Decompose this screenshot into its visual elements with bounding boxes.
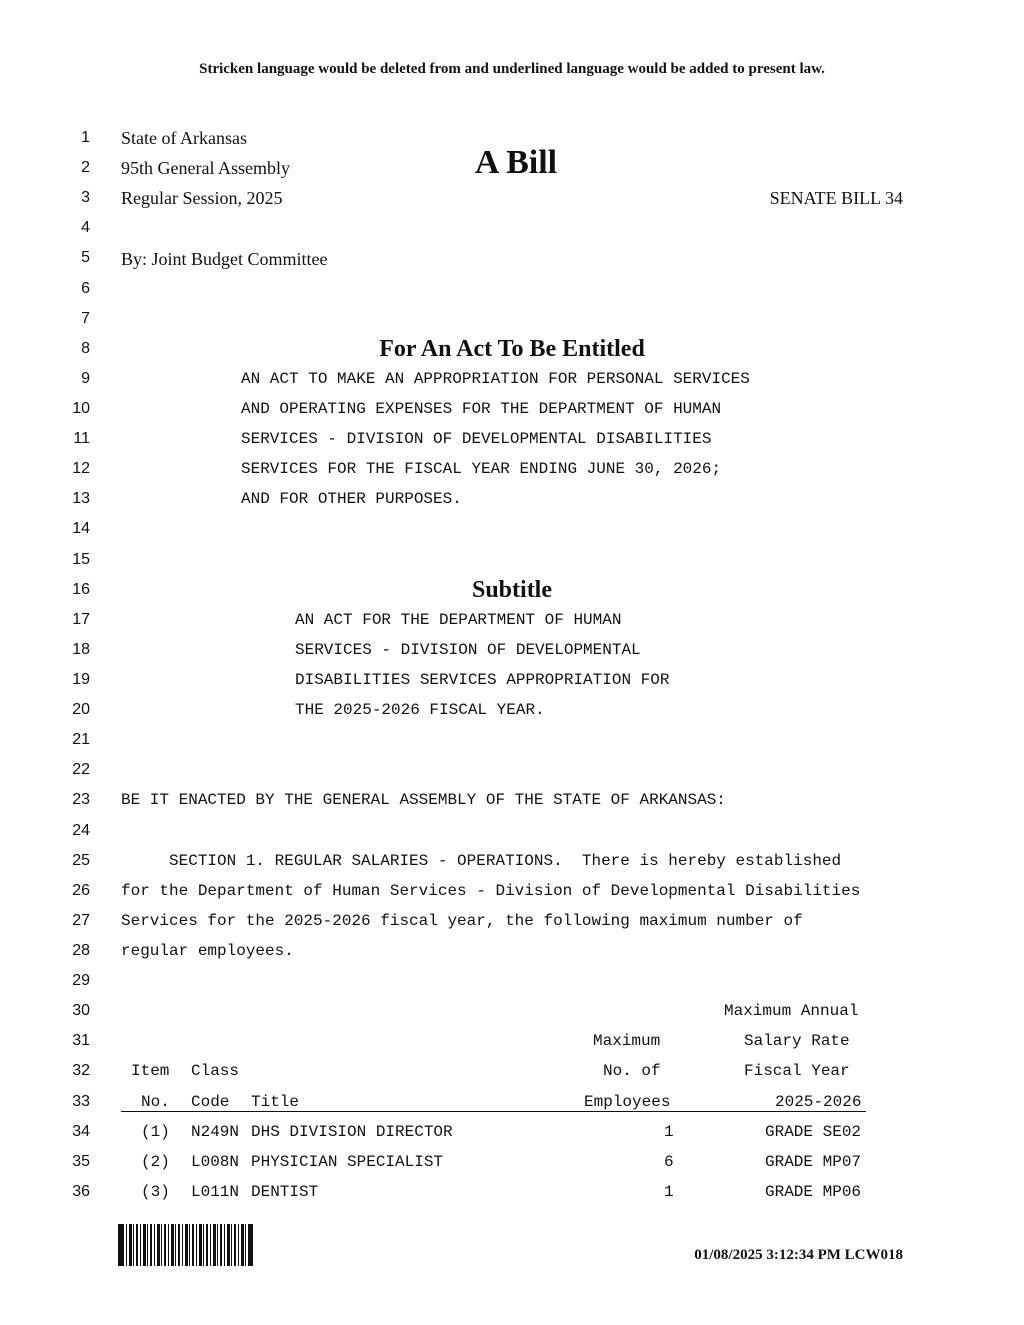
row-class-code: L008N [191, 1153, 240, 1171]
line-number: 6 [81, 280, 90, 297]
line-number: 24 [72, 822, 90, 839]
line-number: 36 [72, 1183, 90, 1200]
line-number: 12 [72, 460, 90, 477]
table-header-rate: 2025-2026 [775, 1093, 862, 1111]
line-number: 28 [72, 942, 90, 959]
line-number: 3 [81, 189, 90, 206]
row-salary-grade: GRADE SE02 [765, 1123, 862, 1141]
line-number: 14 [72, 520, 90, 537]
row-salary-grade: GRADE MP06 [765, 1183, 862, 1201]
row-item-number: (2) [141, 1153, 170, 1171]
line-number: 19 [72, 671, 90, 688]
row-salary-grade: GRADE MP07 [765, 1153, 862, 1171]
line-number: 21 [72, 731, 90, 748]
table-header-class: Class [191, 1062, 240, 1080]
row-item-number: (1) [141, 1123, 170, 1141]
line-number: 16 [72, 581, 90, 598]
line-number: 1 [81, 129, 90, 146]
row-max-employees: 1 [664, 1183, 674, 1201]
act-title-line: AND FOR OTHER PURPOSES. [241, 490, 462, 508]
line-number: 27 [72, 912, 90, 929]
table-header-class: Code [191, 1093, 230, 1111]
section-1-line: for the Department of Human Services - Division of Developmental Disabilities [121, 882, 861, 900]
row-max-employees: 1 [664, 1123, 674, 1141]
section-1-line: regular employees. [121, 942, 294, 960]
line-number: 22 [72, 761, 90, 778]
line-number: 35 [72, 1153, 90, 1170]
row-title: DENTIST [251, 1183, 319, 1201]
table-header-rate: Fiscal Year [744, 1062, 850, 1080]
general-assembly: 95th General Assembly [121, 158, 290, 178]
act-title-line: AN ACT TO MAKE AN APPROPRIATION FOR PERSONAL SERVICES [241, 370, 750, 388]
line-number: 2 [81, 159, 90, 176]
barcode-icon [122, 1224, 249, 1266]
act-title-heading: For An Act To Be Entitled [379, 336, 645, 362]
line-number: 5 [81, 249, 90, 266]
amendment-notice: Stricken language would be deleted from and underlined language would be added to present law. [199, 61, 825, 77]
bill-number: SENATE BILL 34 [769, 188, 903, 208]
subtitle-line: THE 2025-2026 FISCAL YEAR. [295, 701, 545, 719]
line-number: 10 [72, 400, 90, 417]
subtitle-line: SERVICES - DIVISION OF DEVELOPMENTAL [295, 641, 641, 659]
row-item-number: (3) [141, 1183, 170, 1201]
table-header-item: No. [141, 1093, 170, 1111]
table-header-title: Title [251, 1093, 300, 1111]
table-header-underline [121, 1111, 866, 1112]
line-number: 20 [72, 701, 90, 718]
line-number: 7 [81, 310, 90, 327]
line-number: 31 [72, 1032, 90, 1049]
state-name: State of Arkansas [121, 128, 247, 148]
line-number: 34 [72, 1123, 90, 1140]
subtitle-line: AN ACT FOR THE DEPARTMENT OF HUMAN [295, 611, 622, 629]
table-header-max: No. of [603, 1062, 661, 1080]
table-header-rate: Salary Rate [744, 1032, 850, 1050]
subtitle-heading: Subtitle [471, 577, 552, 603]
line-number: 33 [72, 1093, 90, 1110]
line-number: 4 [81, 219, 90, 236]
line-number: 30 [72, 1002, 90, 1019]
line-number: 25 [72, 852, 90, 869]
section-1-line: SECTION 1. REGULAR SALARIES - OPERATIONS. There is hereby established [121, 852, 842, 870]
section-1-line: Services for the 2025-2026 fiscal year, the following maximum number of [121, 912, 803, 930]
document-type-title: A Bill [474, 144, 558, 181]
row-title: DHS DIVISION DIRECTOR [251, 1123, 453, 1141]
line-number: 15 [72, 551, 90, 568]
enacting-clause: BE IT ENACTED BY THE GENERAL ASSEMBLY OF THE STATE OF ARKANSAS: [121, 791, 726, 809]
table-header-max: Maximum [593, 1032, 661, 1050]
line-number: 29 [72, 972, 90, 989]
line-number: 26 [72, 882, 90, 899]
line-number: 32 [72, 1062, 90, 1079]
subtitle-line: DISABILITIES SERVICES APPROPRIATION FOR [295, 671, 670, 689]
line-number: 9 [81, 370, 90, 387]
footer-timestamp: 01/08/2025 3:12:34 PM LCW018 [694, 1247, 903, 1263]
table-header-rate: Maximum Annual [724, 1002, 859, 1020]
row-class-code: N249N [191, 1123, 240, 1141]
line-number: 23 [72, 791, 90, 808]
line-number: 13 [72, 490, 90, 507]
act-title-line: AND OPERATING EXPENSES FOR THE DEPARTMENT OF HUMAN [241, 400, 722, 418]
row-title: PHYSICIAN SPECIALIST [251, 1153, 444, 1171]
sponsor: By: Joint Budget Committee [121, 249, 328, 269]
line-number: 18 [72, 641, 90, 658]
line-number: 11 [73, 430, 90, 447]
row-max-employees: 6 [664, 1153, 674, 1171]
act-title-line: SERVICES - DIVISION OF DEVELOPMENTAL DISABILITIES [241, 430, 712, 448]
act-title-line: SERVICES FOR THE FISCAL YEAR ENDING JUNE 30, 2026; [241, 460, 722, 478]
line-number: 8 [81, 340, 90, 357]
row-class-code: L011N [191, 1183, 240, 1201]
line-number: 17 [72, 611, 90, 628]
session: Regular Session, 2025 [121, 188, 283, 208]
table-header-item: Item [131, 1062, 170, 1080]
table-header-max: Employees [584, 1093, 671, 1111]
